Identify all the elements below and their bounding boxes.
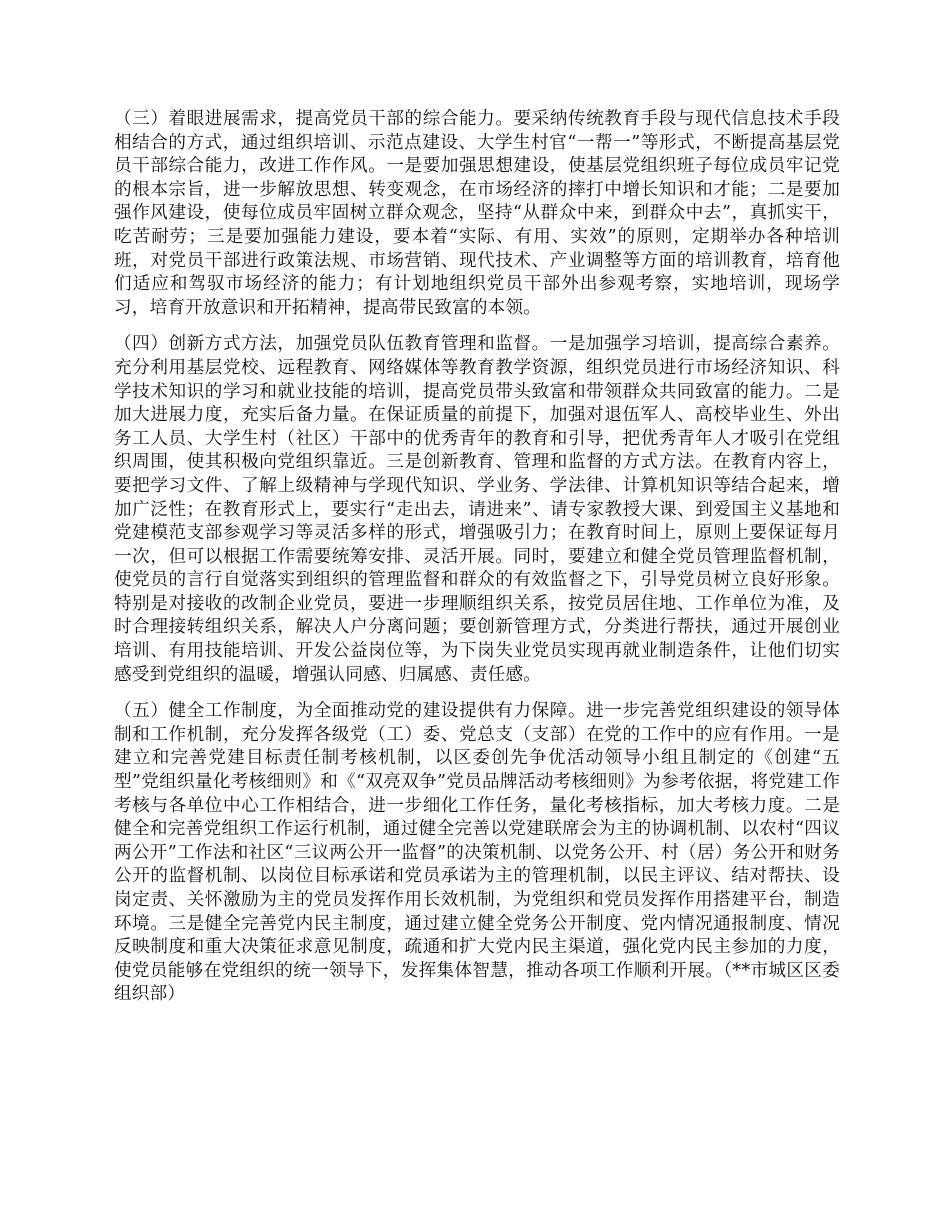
paragraph-4: （四）创新方式方法，加强党员队伍教育管理和监督。一是加强学习培训，提高综合素养。充分利用基层党校、远程教育、网络媒体等教育教学资源，组织党员进行市场经济知识、科学技术知识的学习和就业技能的培训，提高党员带头致富和带领群众共同致富的能力。二是加大进展力度，充实后备力量。在保证质量的前提下，加强对退伍军人、高校毕业生、外出务工人员、大学生村（社区）干部中的优秀青年的教育和引导，把优秀青年人才吸引在党组织周围，使其积极向党组织靠近。三是创新教育、管理和监督的方式方法。在教育内容上，要把学习文件、了解上级精神与学现代知识、学业务、学法律、计算机知识等结合起来，增加广泛性；在教育形式上，要实行“走出去，请进来”、请专家教授大课、到爱国主义基地和党建模范支部参观学习等灵活多样的形式，增强吸引力；在教育时间上，原则上要保证每月一次，但可以根据工作需要统筹安排、灵活开展。同时，要建立和健全党员管理监督机制，使党员的言行自觉落实到组织的管理监督和群众的有效监督之下，引导党员树立良好形象。特别是对接收的改制企业党员，要进一步理顺组织关系，按党员居住地、工作单位为准，及时合理接转组织关系，解决人户分离问题；要创新管理方式，分类进行帮扶，通过开展创业培训、有用技能培训、开发公益岗位等，为下岗失业党员实现再就业制造条件，让他们切实感受到党组织的温暖，增强认同感、归属感、责任感。 [114, 334, 840, 685]
paragraph-5: （五）健全工作制度，为全面推动党的建设提供有力保障。进一步完善党组织建设的领导体制和工作机制，充分发挥各级党（工）委、党总支（支部）在党的工作中的应有作用。一是建立和完善党建目标责任制考核机制，以区委创先争优活动领导小组且制定的《创建“五型”党组织量化考核细则》和《“双亮双争”党员品牌活动考核细则》为参考依据，将党建工作考核与各单位中心工作相结合，进一步细化工作任务，量化考核指标，加大考核力度。二是健全和完善党组织工作运行机制，通过健全完善以党建联席会为主的协调机制、以农村“四议两公开”工作法和社区“三议两公开一监督”的决策机制、以党务公开、村（居）务公开和财务公开的监督机制、以岗位目标承诺和党员承诺为主的管理机制，以民主评议、结对帮扶、设岗定责、关怀激励为主的党员发挥作用长效机制，为党组织和党员发挥作用搭建平台，制造环境。三是健全完善党内民主制度，通过建立健全党务公开制度、党内情况通报制度、情况反映制度和重大决策征求意见制度，疏通和扩大党内民主渠道，强化党内民主参加的力度，使党员能够在党组织的统一领导下，发挥集体智慧，推动各项工作顺利开展。（**市城区区委组织部） [114, 701, 840, 1005]
document-body [114, 108, 840, 1020]
paragraph-3: （三）着眼进展需求，提高党员干部的综合能力。要采纳传统教育手段与现代信息技术手段相结合的方式，通过组织培训、示范点建设、大学生村官“一帮一”等形式，不断提高基层党员干部综合能力，改进工作作风。一是要加强思想建设，使基层党组织班子每位成员牢记党的根本宗旨，进一步解放思想、转变观念，在市场经济的摔打中增长知识和才能；二是要加强作风建设，使每位成员牢固树立群众观念，坚持“从群众中来，到群众中去”，真抓实干，吃苦耐劳；三是要加强能力建设，要本着“实际、有用、实效”的原则，定期举办各种培训班，对党员干部进行政策法规、市场营销、现代技术、产业调整等方面的培训教育，培育他们适应和驾驭市场经济的能力；有计划地组织党员干部外出参观考察，实地培训，现场学习，培育开放意识和开拓精神，提高带民致富的本领。 [114, 109, 840, 318]
